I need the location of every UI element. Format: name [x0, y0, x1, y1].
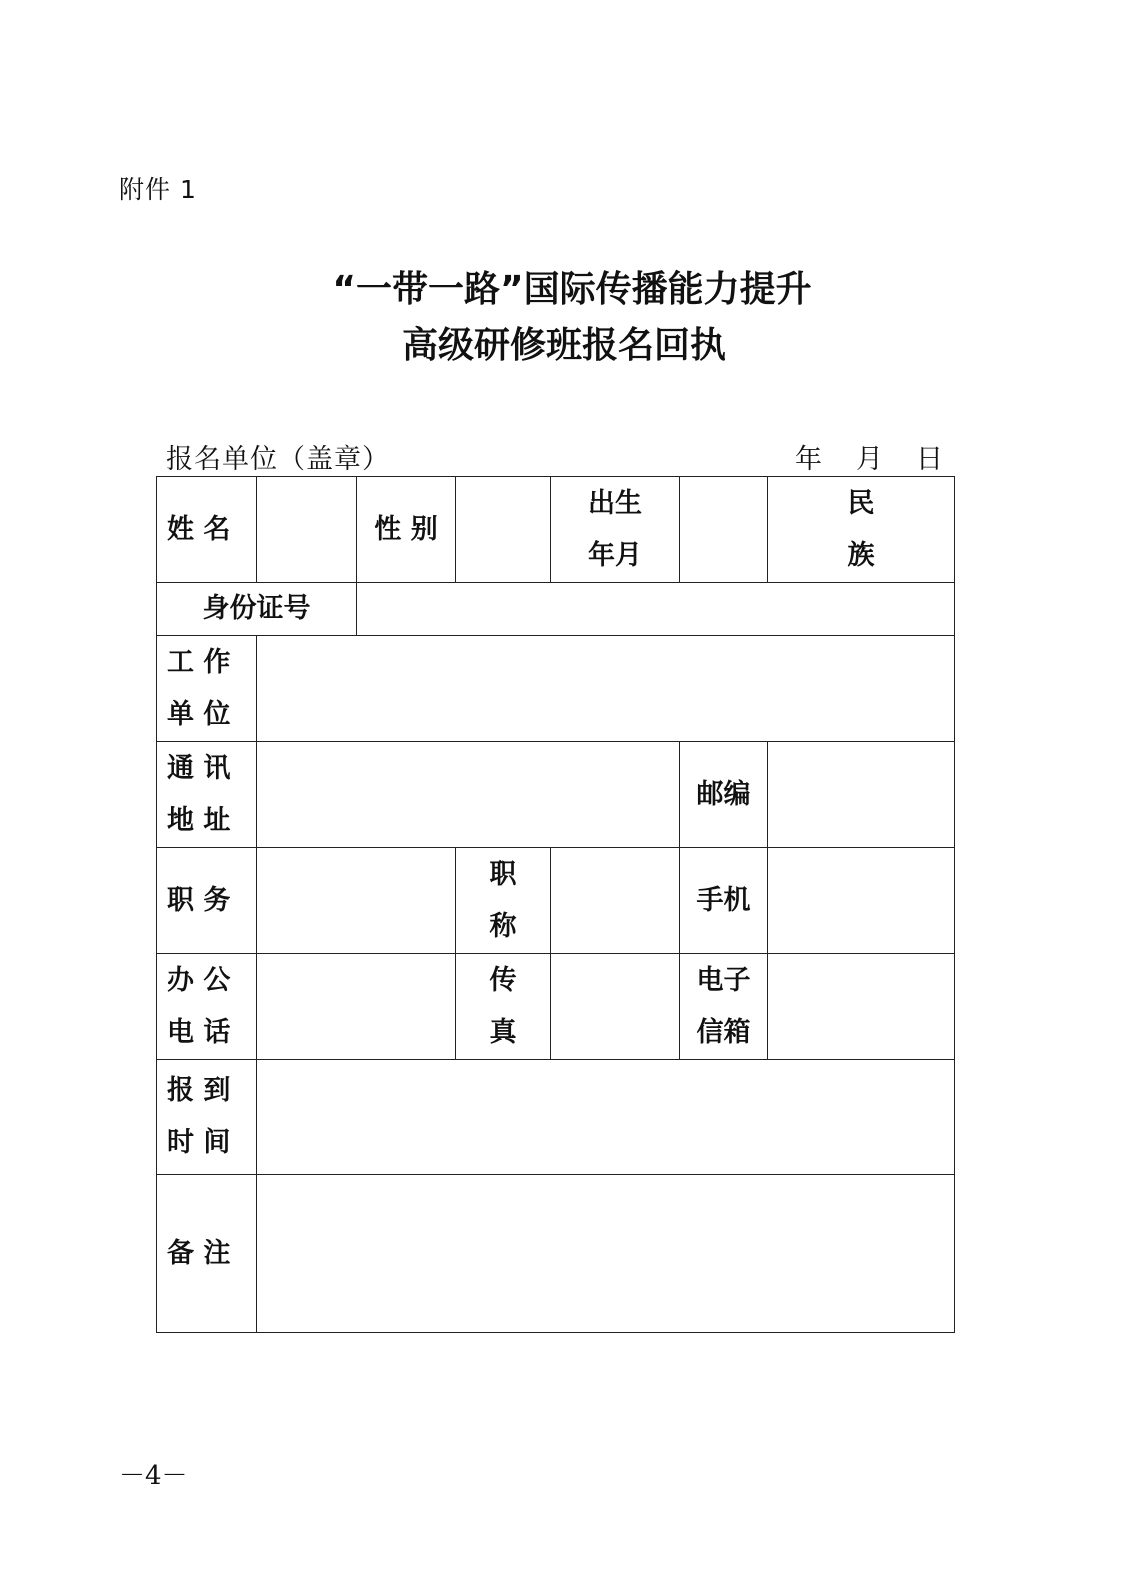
registration-form-table — [156, 476, 955, 1333]
workplace-label: 工 作 单 位 — [157, 636, 257, 742]
name-label: 姓 名 — [157, 477, 257, 583]
month-label: 月 — [856, 444, 883, 475]
document-title-line1: “一带一路”国际传播能力提升 — [332, 269, 812, 310]
registration-unit-label: 报名单位（盖章） — [166, 444, 390, 475]
attachment-label: 附件 1 — [119, 175, 197, 204]
birth-date-label: 出生 年月 — [551, 477, 680, 583]
address-label: 通 讯 地 址 — [157, 742, 257, 848]
document-title-line2: 高级研修班报名回执 — [401, 325, 726, 366]
day-label: 日 — [916, 444, 943, 475]
remarks-field[interactable] — [257, 1175, 955, 1333]
professional-title-field[interactable] — [551, 848, 680, 954]
fax-label: 传 真 — [456, 954, 551, 1060]
birth-date-field[interactable] — [680, 477, 768, 583]
name-field[interactable] — [257, 477, 357, 583]
email-field[interactable] — [768, 954, 955, 1060]
office-phone-field[interactable] — [257, 954, 456, 1060]
gender-field[interactable] — [456, 477, 551, 583]
address-field[interactable] — [257, 742, 680, 848]
page-number: －4－ — [119, 1461, 188, 1491]
mobile-label: 手机 — [680, 848, 768, 954]
office-phone-label: 办 公 电 话 — [157, 954, 257, 1060]
id-number-label: 身份证号 — [157, 583, 357, 636]
fax-field[interactable] — [551, 954, 680, 1060]
professional-title-label: 职 称 — [456, 848, 551, 954]
ethnicity-label: 民 族 — [768, 477, 955, 583]
arrival-time-label: 报 到 时 间 — [157, 1060, 257, 1175]
arrival-time-field[interactable] — [257, 1060, 955, 1175]
position-field[interactable] — [257, 848, 456, 954]
workplace-field[interactable] — [257, 636, 955, 742]
position-label: 职 务 — [157, 848, 257, 954]
mobile-field[interactable] — [768, 848, 955, 954]
postcode-label: 邮编 — [680, 742, 768, 848]
id-number-field[interactable] — [357, 583, 955, 636]
remarks-label: 备 注 — [157, 1175, 257, 1333]
gender-label: 性 别 — [357, 477, 456, 583]
postcode-field[interactable] — [768, 742, 955, 848]
email-label: 电子 信箱 — [680, 954, 768, 1060]
year-label: 年 — [795, 444, 822, 475]
